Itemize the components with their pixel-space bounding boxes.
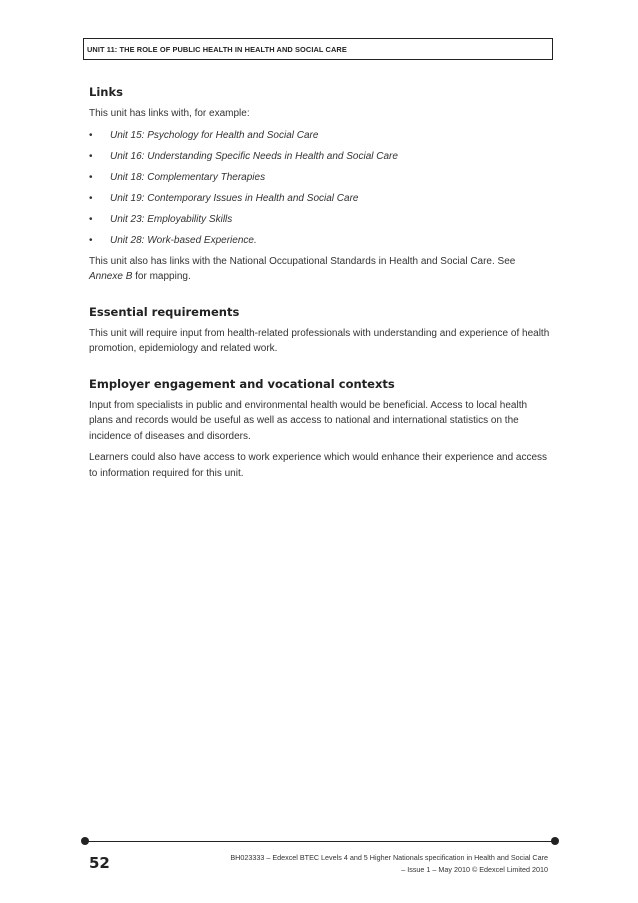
- footer-line-2: – Issue 1 – May 2010 © Edexcel Limited 2010: [401, 865, 548, 874]
- footer-text: [160, 852, 548, 876]
- employer-section: [89, 377, 551, 482]
- footer-rule: [85, 841, 555, 842]
- bullet-icon: •: [89, 129, 93, 141]
- list-item: • Unit 19: Contemporary Issues in Health and Social Care: [89, 192, 359, 204]
- essential-heading: Essential requirements: [89, 304, 240, 319]
- employer-para-1: Input from specialists in public and environmental health would be beneficial. Access to local health plans and records would be useful as well as access to national and international statistics on the incidence of diseases and disorders.: [89, 399, 528, 442]
- bullet-icon: •: [89, 213, 93, 225]
- bullet-icon: •: [89, 171, 93, 183]
- list-item: • Unit 16: Understanding Specific Needs in Health and Social Care: [89, 150, 398, 162]
- bullet-icon: •: [89, 234, 93, 246]
- running-header: [83, 38, 553, 60]
- list-item: • Unit 18: Complementary Therapies: [89, 171, 266, 183]
- bullet-icon: •: [89, 192, 93, 204]
- links-outro: This unit also has links with the National Occupational Standards in Health and Social Care. See Annexe B for mapping.: [89, 255, 516, 282]
- header-unit-prefix: UNIT 11:: [87, 45, 120, 54]
- links-heading: Links: [89, 85, 123, 99]
- essential-text: This unit will require input from health-related professionals with understanding and experience of health promotion, epidemiology and related work.: [89, 327, 550, 354]
- footer-line-1: BH023333 – Edexcel BTEC Levels 4 and 5 Higher Nationals specification in Health and Social Care: [230, 853, 548, 862]
- list-item: • Unit 23: Employability Skills: [89, 213, 233, 225]
- header-unit-title: THE ROLE OF PUBLIC HEALTH IN HEALTH AND SOCIAL CARE: [119, 45, 347, 54]
- annex-reference: Annexe B: [89, 271, 133, 282]
- page-number: 52: [89, 854, 110, 872]
- page-content: [89, 85, 551, 487]
- bullet-icon: •: [89, 150, 93, 162]
- list-item: • Unit 15: Psychology for Health and Social Care: [89, 129, 319, 141]
- list-item: • Unit 28: Work-based Experience.: [89, 234, 257, 246]
- employer-para-2: Learners could also have access to work experience which would enhance their experience and access to information required for this unit.: [89, 452, 548, 479]
- links-list: [89, 128, 551, 248]
- employer-heading: Employer engagement and vocational contexts: [89, 376, 395, 391]
- links-intro: This unit has links with, for example:: [89, 108, 250, 119]
- essential-section: [89, 305, 551, 357]
- footer-dot-right: [551, 837, 559, 845]
